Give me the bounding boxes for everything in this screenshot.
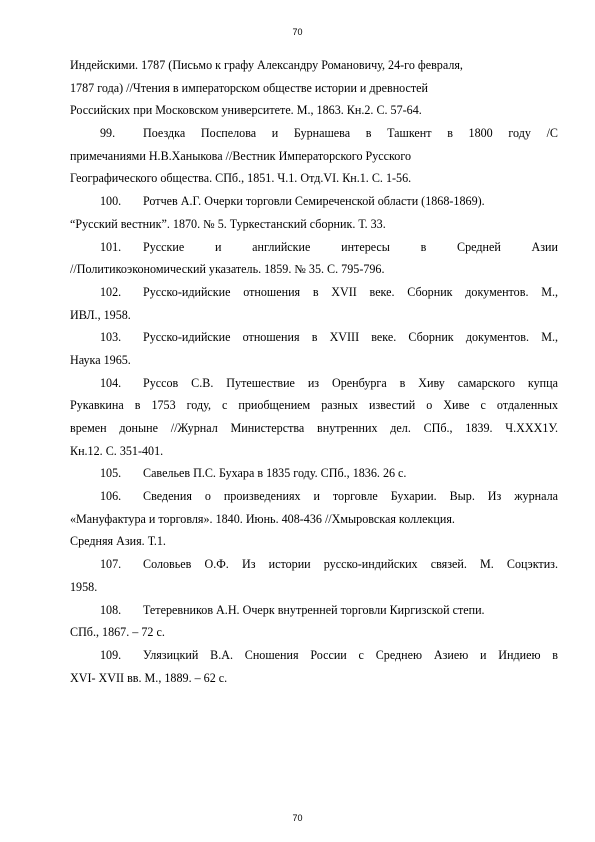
- bibliography-entry-105: [70, 462, 558, 485]
- entry-text: Ротчев А.Г. Очерки торговли Семиреченской области (1868-1869).: [143, 194, 485, 209]
- entry-number: 108.: [100, 602, 122, 617]
- bibliography-entry-102: [70, 281, 558, 304]
- page-number-top: 70: [292, 27, 303, 37]
- entry-number: 106.: [100, 489, 122, 504]
- entry-text-line: времен доныне //Журнал Министерства внутренних дел. СПб., 1839. Ч.XXX1У.: [70, 421, 558, 435]
- entry-text: Сведения о произведениях и торговле Бухарии. Выр. Из журнала: [143, 489, 558, 504]
- entry-number: 104.: [100, 375, 122, 390]
- entry-text-line: «Мануфактура и торговля». 1840. Июнь. 408-436 //Хмыровская коллекция.: [70, 511, 455, 526]
- entry-text-line: Рукавкина в 1753 году, с приобщением разных известий о Хиве с отдаленных: [70, 398, 558, 413]
- bibliography-entry-107: [70, 553, 558, 576]
- entry-text-line: XVI- XVII вв. М., 1889. – 62 с.: [70, 670, 228, 685]
- bibliography-entry-99: [70, 122, 558, 145]
- entry-number: 100.: [100, 194, 122, 209]
- bibliography-entry-101: [70, 236, 558, 259]
- continuation-line-2: 1787 года) //Чтения в императорском обществе истории и древностей: [70, 80, 429, 95]
- bibliography-entry-104: [70, 372, 558, 395]
- entry-text-line: //Политикоэкономический указатель. 1859. № 35. С. 795-796.: [70, 262, 385, 277]
- entry-text: Руссов С.В. Путешествие из Оренбурга в Хиву самарского купца: [143, 375, 558, 390]
- entry-number: 101.: [100, 239, 122, 254]
- entry-text: Русско-идийские отношения в XVIII веке. Сборник документов. М.,: [143, 330, 558, 345]
- entry-text-line: 1958.: [70, 579, 98, 594]
- entry-text-line: примечаниями Н.В.Ханыкова //Вестник Императорского Русского: [70, 148, 412, 163]
- entry-text-line: “Русский вестник”. 1870. № 5. Туркестанский сборник. Т. 33.: [70, 216, 386, 231]
- entry-text-line: Средняя Азия. Т.1.: [70, 534, 166, 549]
- entry-text: Поездка Поспелова и Бурнашева в Ташкент в 1800 году /С: [143, 126, 558, 141]
- entry-number: 103.: [100, 330, 122, 345]
- entry-number: 102.: [100, 284, 122, 299]
- entry-text: Русско-идийские отношения в XVII веке. Сборник документов. М.,: [143, 284, 558, 299]
- bibliography-entry-108: [70, 599, 558, 622]
- bibliography-entry-103: [70, 326, 558, 349]
- entry-number: 105.: [100, 466, 122, 481]
- bibliography-list: [70, 54, 558, 689]
- entry-text-line: ИВЛ., 1958.: [70, 307, 131, 322]
- entry-text-line: Кн.12. С. 351-401.: [70, 443, 164, 458]
- bibliography-entry-109: [70, 644, 558, 667]
- entry-text: Русские и английские интересы в Средней Азии: [143, 239, 558, 254]
- bibliography-entry-106: [70, 485, 558, 508]
- entry-text: Соловьев О.Ф. Из истории русско-индийских связей. М. Соцэктиз.: [143, 557, 558, 572]
- continuation-line-1: Индейскими. 1787 (Письмо к графу Александру Романовичу, 24-го февраля,: [70, 58, 463, 72]
- bibliography-entry-100: [70, 190, 558, 213]
- entry-number: 107.: [100, 557, 122, 572]
- page-number-bottom: 70: [292, 813, 303, 823]
- entry-text-line: Наука 1965.: [70, 352, 131, 367]
- entry-text: Тетеревников А.Н. Очерк внутренней торговли Киргизской степи.: [143, 602, 485, 617]
- entry-number: 99.: [100, 126, 116, 141]
- entry-text: Улязицкий В.А. Сношения России с Среднею Азиею и Индиею в: [143, 647, 558, 662]
- entry-text: Савельев П.С. Бухара в 1835 году. СПб., 1836. 26 с.: [143, 466, 407, 481]
- entry-number: 109.: [100, 647, 122, 662]
- entry-text-line: Географического общества. СПб., 1851. Ч.1. Отд.VI. Кн.1. С. 1-56.: [70, 171, 412, 186]
- continuation-line-3: Российских при Московском университете. М., 1863. Кн.2. С. 57-64.: [70, 103, 422, 118]
- entry-text-line: СПб., 1867. – 72 с.: [70, 625, 165, 640]
